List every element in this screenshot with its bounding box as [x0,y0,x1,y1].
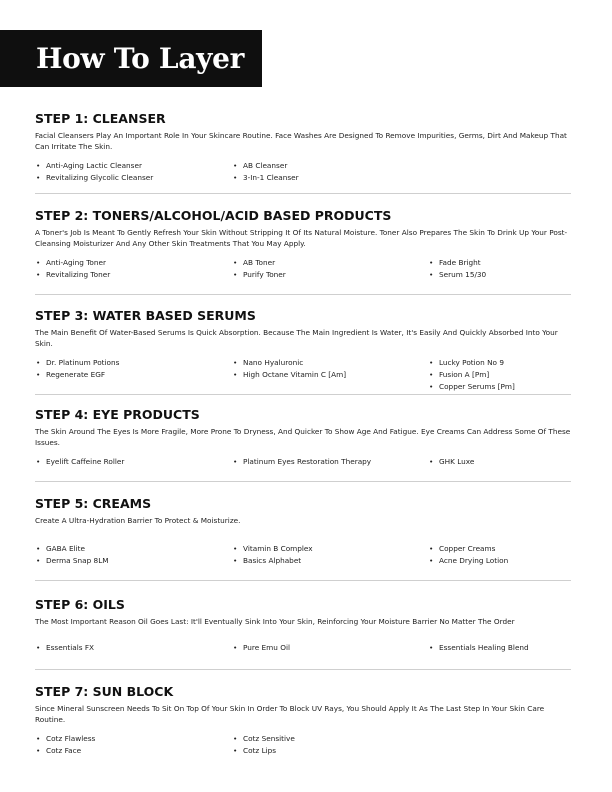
bullet-icon: • [36,358,41,367]
product-name: Vitamin B Complex [243,543,313,553]
product-name: Derma Snap 8LM [46,555,109,565]
product-list [35,357,571,395]
bullet-icon: • [429,358,434,367]
product-item [233,160,287,172]
product-list [35,733,571,759]
bullet-icon: • [36,746,41,755]
section-divider [35,193,571,194]
step-heading: STEP 6: OILS [35,597,125,612]
product-name: Revitalizing Toner [46,270,111,279]
product-item [233,733,295,745]
step-2-section [35,208,571,283]
bullet-icon: • [233,258,238,267]
bullet-icon: • [233,734,238,743]
product-item [429,642,529,654]
product-name: AB Cleanser [243,161,288,170]
product-item [36,369,105,381]
step-6-section [35,597,571,656]
product-item [233,357,303,369]
page-title: How To Layer [36,42,245,75]
product-item [36,172,153,184]
bullet-icon: • [429,457,434,466]
bullet-icon: • [36,555,41,565]
step-description: The Skin Around The Eyes Is More Fragile, More Prone To Dryness, And Quicker To Show Age And Fatigue. Eye Creams Can Address Some Of These Issues. [35,427,571,447]
product-item [233,555,301,567]
bullet-icon: • [233,457,238,466]
product-item [429,369,489,381]
product-name: Fusion A [Pm] [439,370,490,379]
product-name: Pure Emu Oil [243,642,291,652]
product-name: Essentials FX [46,642,95,652]
bullet-icon: • [233,358,238,367]
product-name: Copper Serums [Pm] [439,382,515,391]
step-7-section [35,684,571,759]
bullet-icon: • [36,543,41,553]
bullet-icon: • [36,270,41,279]
bullet-icon: • [36,161,41,170]
product-name: Anti-Aging Lactic Cleanser [46,161,142,170]
product-name: Cotz Flawless [46,734,96,743]
bullet-icon: • [36,457,41,466]
product-item [233,642,290,654]
product-item [233,269,286,281]
product-item [429,257,481,269]
product-item [233,257,275,269]
product-list [35,160,571,186]
product-item [233,172,299,184]
product-item [36,257,106,269]
step-heading: STEP 2: TONERS/ALCOHOL/ACID BASED PRODUCTS [35,208,392,223]
bullet-icon: • [36,173,41,182]
product-name: Fade Bright [439,258,481,267]
bullet-icon: • [429,270,434,279]
product-item [36,357,119,369]
product-item [233,543,313,555]
product-name: Acne Drying Lotion [439,555,509,565]
product-name: AB Toner [243,258,276,267]
product-item [429,381,515,393]
step-description: Since Mineral Sunscreen Needs To Sit On Top Of Your Skin In Order To Block UV Rays, You Should Apply It As The Last Step In Your Skin Care Routine. [35,704,545,724]
bullet-icon: • [233,270,238,279]
bullet-icon: • [429,642,434,652]
product-list [35,456,571,470]
product-list [35,257,571,283]
bullet-icon: • [233,173,238,182]
bullet-icon: • [233,370,238,379]
step-heading: STEP 1: CLEANSER [35,111,166,126]
product-item [429,543,495,555]
step-5-section [35,496,571,569]
product-name: Anti-Aging Toner [46,258,106,267]
product-name: 3-In-1 Cleanser [243,173,299,182]
bullet-icon: • [429,555,434,565]
step-heading: STEP 7: SUN BLOCK [35,684,174,699]
product-name: Lucky Potion No 9 [439,358,504,367]
product-name: Cotz Lips [243,746,277,755]
step-description: Facial Cleansers Play An Important Role In Your Skincare Routine. Face Washes Are Designed To Remove Impurities, Germs, Dirt And Makeup That Can Irritate The Skin. [35,131,567,151]
bullet-icon: • [36,258,41,267]
product-name: Cotz Face [46,746,82,755]
product-item [429,269,486,281]
product-name: Revitalizing Glycolic Cleanser [46,173,154,182]
bullet-icon: • [233,161,238,170]
step-4-section [35,407,571,470]
section-divider [35,481,571,482]
bullet-icon: • [36,734,41,743]
product-item [36,733,95,745]
product-name: Nano Hyaluronic [243,358,304,367]
bullet-icon: • [233,746,238,755]
product-name: High Octane Vitamin C [Am] [243,370,347,379]
product-item [36,269,110,281]
product-item [233,745,276,757]
step-heading: STEP 3: WATER BASED SERUMS [35,308,256,323]
title-banner [0,30,262,87]
product-item [36,745,81,757]
step-heading: STEP 5: CREAMS [35,496,152,511]
step-description: The Most Important Reason Oil Goes Last: It'll Eventually Sink Into Your Skin, Reinforcing Your Moisture Barrier No Matter The Order [35,617,515,626]
product-name: Platinum Eyes Restoration Therapy [243,457,372,466]
step-heading: STEP 4: EYE PRODUCTS [35,407,200,422]
step-description: A Toner's Job Is Meant To Gently Refresh Your Skin Without Stripping It Of Its Natural Moisture. Toner Also Prepares The Skin To Drink Up Your Post-Cleansing Moisturizer And Any Other Skin Treatments That You May Apply. [35,228,568,248]
product-item [429,555,508,567]
section-divider [35,580,571,581]
product-list [35,543,571,569]
product-item [36,543,85,555]
step-1-section [35,111,571,186]
product-item [36,555,109,567]
bullet-icon: • [233,642,238,652]
section-divider [35,669,571,670]
bullet-icon: • [429,382,434,391]
section-divider [35,394,571,395]
product-name: Serum 15/30 [439,270,487,279]
bullet-icon: • [429,543,434,553]
bullet-icon: • [36,370,41,379]
product-name: Dr. Platinum Potions [46,358,120,367]
bullet-icon: • [36,642,41,652]
product-name: Regenerate EGF [46,370,106,379]
product-item [36,456,124,468]
product-name: Essentials Healing Blend [439,642,529,652]
step-description: Create A Ultra-Hydration Barrier To Protect & Moisturize. [35,516,241,525]
product-item [36,642,94,654]
bullet-icon: • [429,370,434,379]
product-item [429,456,474,468]
product-name: Copper Creams [439,543,496,553]
step-3-section [35,308,571,395]
bullet-icon: • [233,555,238,565]
product-name: GHK Luxe [439,457,475,466]
product-name: GABA Elite [46,543,85,553]
section-divider [35,294,571,295]
bullet-icon: • [429,258,434,267]
product-name: Cotz Sensitive [243,734,295,743]
product-item [36,160,142,172]
product-item [429,357,504,369]
product-item [233,369,346,381]
step-description: The Main Benefit Of Water-Based Serums Is Quick Absorption. Because The Main Ingredient Is Water, It's Easily And Quickly Absorbed Into Your Skin. [35,328,558,348]
product-name: Purify Toner [243,270,286,279]
product-name: Eyelift Caffeine Roller [46,457,125,466]
bullet-icon: • [233,543,238,553]
product-name: Basics Alphabet [243,555,302,565]
product-item [233,456,371,468]
product-list [35,642,571,656]
